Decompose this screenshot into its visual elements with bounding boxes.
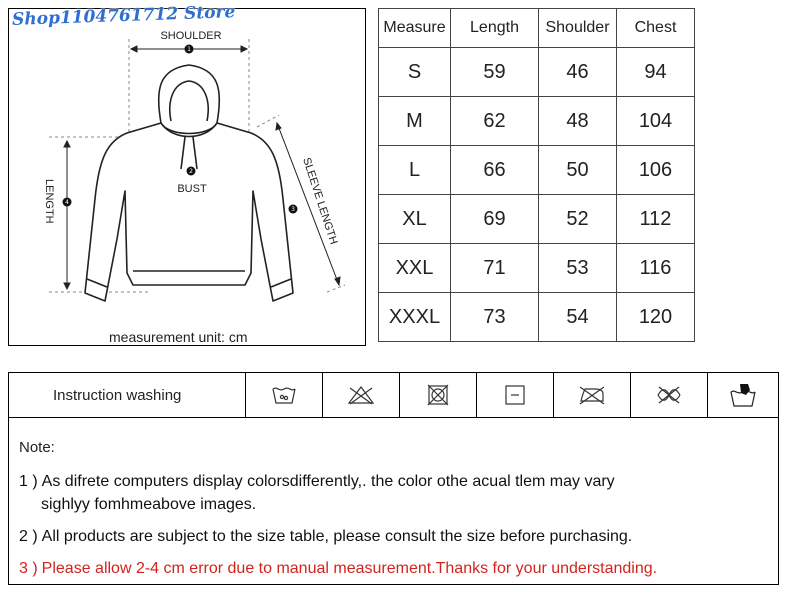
length-cell: 69	[451, 195, 539, 244]
hand-wash-icon	[708, 373, 778, 417]
chest-cell: 116	[617, 244, 695, 293]
table-row	[379, 195, 695, 244]
header-chest: Chest	[617, 9, 695, 48]
length-cell: 71	[451, 244, 539, 293]
chest-cell: 104	[617, 97, 695, 146]
no-iron-icon	[554, 373, 631, 417]
table-row	[379, 97, 695, 146]
size-cell: XL	[379, 195, 451, 244]
note-number: 3 )	[19, 560, 38, 577]
no-dry-clean-icon	[631, 373, 708, 417]
note-text: Please allow 2-4 cm error due to manual measurement.Thanks for your understanding.	[41, 560, 658, 577]
marker-3: 3	[291, 206, 295, 213]
length-label: LENGTH	[43, 179, 55, 224]
note-text: As difrete computers display colorsdifferently,. the color othe acual tlem may vary	[41, 473, 615, 490]
bust-label: BUST	[177, 183, 207, 195]
note-text: All products are subject to the size table, please consult the size before purchasing.	[41, 528, 633, 545]
sleeve-length-label: SLEEVE LENGTH	[300, 156, 340, 246]
table-row	[379, 146, 695, 195]
chest-cell: 112	[617, 195, 695, 244]
marker-1: 1	[187, 46, 191, 53]
note-number: 2 )	[19, 528, 38, 545]
table-row	[379, 48, 695, 97]
table-row	[379, 244, 695, 293]
note-item	[19, 525, 768, 548]
shoulder-cell: 50	[539, 146, 617, 195]
note-item-warning	[19, 557, 768, 580]
length-cell: 66	[451, 146, 539, 195]
no-tumble-dry-icon	[400, 373, 477, 417]
size-chart-table	[378, 8, 695, 342]
shoulder-cell: 46	[539, 48, 617, 97]
notes-section	[19, 439, 768, 589]
note-item	[19, 470, 768, 516]
header-length: Length	[451, 9, 539, 48]
notes-title: Note:	[19, 439, 55, 456]
size-cell: L	[379, 146, 451, 195]
marker-2: 2	[189, 168, 193, 175]
length-cell: 59	[451, 48, 539, 97]
care-and-notes-panel	[8, 372, 779, 585]
chest-cell: 120	[617, 293, 695, 342]
length-cell: 73	[451, 293, 539, 342]
store-watermark: Shop1104761712 Store	[11, 2, 236, 30]
shoulder-cell: 53	[539, 244, 617, 293]
shoulder-cell: 54	[539, 293, 617, 342]
measurement-diagram	[8, 8, 366, 346]
marker-4: 4	[65, 199, 69, 206]
size-cell: XXXL	[379, 293, 451, 342]
size-cell: M	[379, 97, 451, 146]
chest-cell: 106	[617, 146, 695, 195]
note-text-continued: sighlyy fomhmeabove images.	[41, 496, 257, 513]
washing-instructions-label: Instruction washing	[9, 373, 246, 417]
table-row	[379, 293, 695, 342]
header-shoulder: Shoulder	[539, 9, 617, 48]
size-cell: XXL	[379, 244, 451, 293]
hoodie-diagram	[9, 9, 365, 345]
wash-30-icon	[246, 373, 323, 417]
shoulder-label: SHOULDER	[160, 30, 222, 42]
note-number: 1 )	[19, 473, 38, 490]
chest-cell: 94	[617, 48, 695, 97]
measurement-unit-note: measurement unit: cm	[109, 329, 248, 345]
header-measure: Measure	[379, 9, 451, 48]
length-cell: 62	[451, 97, 539, 146]
no-bleach-icon	[323, 373, 400, 417]
flat-dry-icon	[477, 373, 554, 417]
size-table-header	[379, 9, 695, 48]
size-cell: S	[379, 48, 451, 97]
shoulder-cell: 52	[539, 195, 617, 244]
washing-instructions-row	[9, 373, 778, 418]
shoulder-cell: 48	[539, 97, 617, 146]
